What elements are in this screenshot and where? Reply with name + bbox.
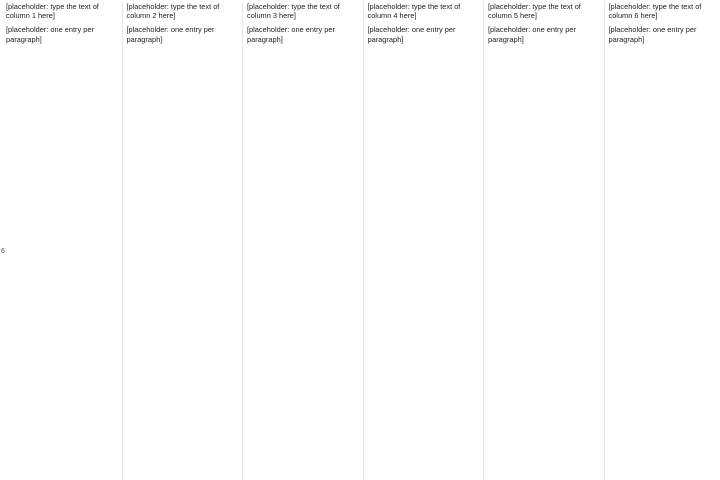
paragraph: [placeholder: type the text of column 1 here]	[6, 2, 99, 21]
text-column-4	[363, 2, 478, 480]
text-column-6	[604, 2, 719, 480]
paragraph: [placeholder: type the text of column 5 here]	[488, 2, 581, 21]
paragraph: [placeholder: type the text of column 2 here]	[126, 2, 220, 21]
paragraph: [placeholder: one entry per paragraph]	[488, 25, 576, 44]
paragraph: [placeholder: one entry per paragraph]	[6, 25, 94, 44]
text-columns	[6, 2, 718, 480]
page-marker: 6	[1, 248, 5, 255]
paragraph: [placeholder: one entry per paragraph]	[367, 25, 456, 44]
paragraph: [placeholder: one entry per paragraph]	[608, 25, 697, 44]
paragraph: [placeholder: one entry per paragraph]	[247, 25, 335, 44]
text-column-3	[242, 2, 357, 480]
paragraph: [placeholder: one entry per paragraph]	[126, 25, 215, 44]
paragraph: [placeholder: type the text of column 3 here]	[247, 2, 340, 21]
text-column-5	[483, 2, 598, 480]
text-column-1	[6, 2, 116, 480]
paragraph: [placeholder: type the text of column 4 here]	[367, 2, 461, 21]
paragraph: [placeholder: type the text of column 6 here]	[608, 2, 702, 21]
text-column-2	[122, 2, 237, 480]
